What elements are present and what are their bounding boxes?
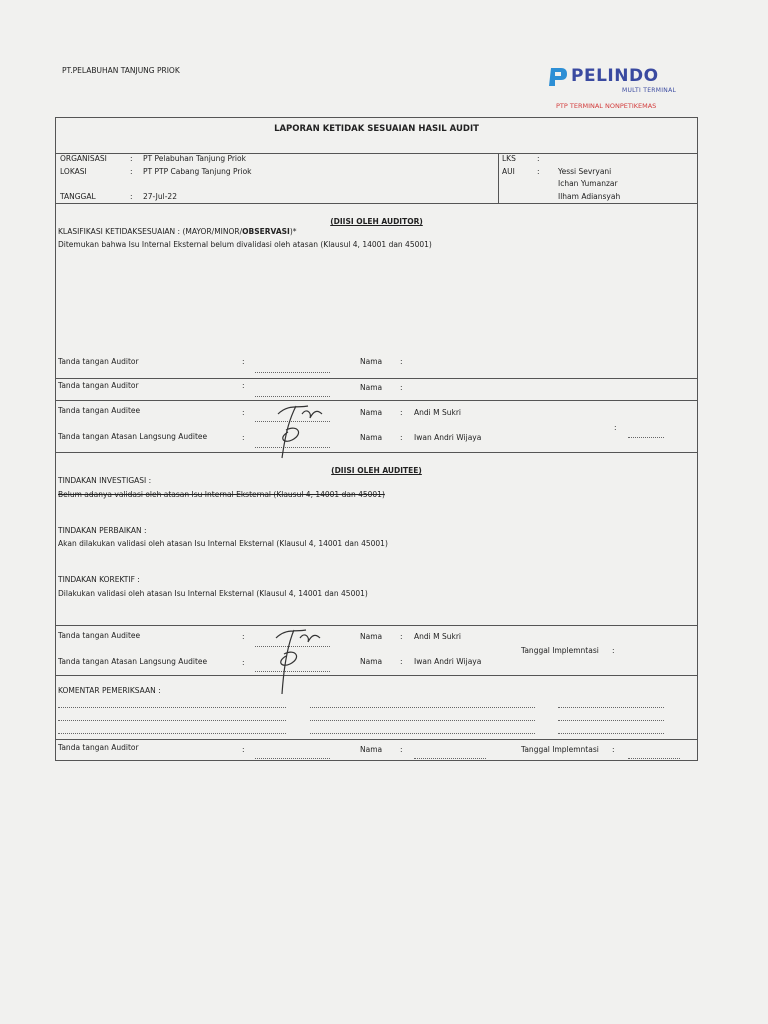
comment-line [310, 707, 535, 708]
divider [55, 675, 698, 676]
lokasi-value: PT PTP Cabang Tanjung Priok [143, 167, 252, 176]
auditee-section-heading: (DIISI OLEH AUDITEE) [331, 466, 422, 475]
auditor-name: Ilham Adiansyah [558, 192, 621, 201]
signature-line [628, 437, 664, 438]
comment-line [558, 733, 664, 734]
comment-line [558, 720, 664, 721]
colon: : [400, 433, 403, 442]
colon: : [400, 632, 403, 641]
sig-auditor-label: Tanda tangan Auditor [58, 357, 139, 366]
comment-line [58, 720, 286, 721]
divider [55, 203, 698, 204]
perbaikan-label: TINDAKAN PERBAIKAN : [58, 526, 147, 535]
colon: : [612, 745, 615, 754]
perbaikan-text: Akan dilakukan validasi oleh atasan Isu Internal Eksternal (Klausul 4, 14001 dan 45001) [58, 539, 388, 548]
auditor-section-heading: (DIISI OLEH AUDITOR) [330, 217, 423, 226]
sig-auditee-label: Tanda tangan Auditee [58, 406, 141, 415]
auditee-name: Andi M Sukri [414, 408, 461, 417]
signature-line [255, 758, 330, 759]
colon: : [242, 632, 245, 641]
sig-atasan-label: Tanda tangan Atasan Langsung Auditee [58, 432, 208, 441]
divider [55, 452, 698, 453]
colon: : [242, 408, 245, 417]
signature-line [628, 758, 680, 759]
colon: : [612, 646, 615, 655]
colon: : [400, 383, 403, 392]
comment-line [58, 707, 286, 708]
divider [55, 739, 698, 740]
org-value: PT Pelabuhan Tanjung Priok [143, 154, 246, 163]
nama-label: Nama [360, 632, 383, 641]
colon: : [614, 423, 617, 432]
logo-name: PELINDO [571, 66, 659, 86]
colon: : [242, 433, 245, 442]
company-name: PT.PELABUHAN TANJUNG PRIOK [62, 66, 180, 75]
signature-line [414, 758, 486, 759]
tanggal-impl-label: Tanggal Implemntasi [521, 646, 599, 655]
aui-label: AUI [502, 167, 515, 176]
divider [55, 625, 698, 626]
divider [55, 378, 698, 379]
colon: : [400, 657, 403, 666]
colon: : [242, 381, 245, 390]
sig-auditor-label: Tanda tangan Auditor [58, 381, 139, 390]
lks-label: LKS [502, 154, 516, 163]
korektif-label: TINDAKAN KOREKTIF : [58, 575, 140, 584]
colon: : [400, 408, 403, 417]
org-label: ORGANISASI [60, 154, 107, 163]
comment-line [58, 733, 286, 734]
comment-line [310, 720, 535, 721]
korektif-text: Dilakukan validasi oleh atasan Isu Internal Eksternal (Klausul 4, 14001 dan 45001) [58, 589, 368, 598]
nama-label: Nama [360, 408, 383, 417]
atasan-name: Iwan Andri Wijaya [414, 657, 482, 666]
pelindo-logo-icon [545, 64, 569, 90]
auditor-name: Ichan Yumanzar [558, 179, 618, 188]
nama-label: Nama [360, 433, 383, 442]
sig-auditee-label: Tanda tangan Auditee [58, 631, 141, 640]
comment-line [310, 733, 535, 734]
nama-label: Nama [360, 383, 383, 392]
comment-line [558, 707, 664, 708]
nama-label: Nama [360, 657, 383, 666]
auditor-name: Yessi Sevryani [558, 167, 612, 176]
colon: : [242, 357, 245, 366]
komentar-label: KOMENTAR PEMERIKSAAN : [58, 686, 161, 695]
klasifikasi: KLASIFIKASI KETIDAKSESUAIAN : (MAYOR/MINOR/OBSERVASI)* [58, 227, 297, 236]
tanggal-impl-label: Tanggal Implemntasi [521, 745, 599, 754]
colon: : [130, 167, 133, 176]
form-title: LAPORAN KETIDAK SESUAIAN HASIL AUDIT [274, 124, 479, 134]
colon: : [242, 745, 245, 754]
signature-icon [266, 624, 326, 696]
logo-subtitle: MULTI TERMINAL [622, 87, 677, 94]
atasan-name: Iwan Andri Wijaya [414, 433, 482, 442]
colon: : [400, 745, 403, 754]
signature-line [255, 396, 330, 397]
colon: : [537, 167, 540, 176]
finding-text: Ditemukan bahwa Isu Internal Eksternal belum divalidasi oleh atasan (Klausul 4, 14001 dan 45001) [58, 240, 432, 249]
colon: : [537, 154, 540, 163]
tanggal-label: TANGGAL [60, 192, 96, 201]
sig-atasan-label: Tanda tangan Atasan Langsung Auditee [58, 657, 208, 666]
signature-icon [268, 400, 328, 462]
divider [498, 153, 499, 203]
logo-unit: PTP TERMINAL NONPETIKEMAS [556, 102, 657, 110]
lokasi-label: LOKASI [60, 167, 87, 176]
colon: : [130, 154, 133, 163]
investigasi-label: TINDAKAN INVESTIGASI : [58, 476, 152, 485]
tanggal-value: 27-Jul-22 [143, 192, 177, 201]
colon: : [242, 658, 245, 667]
colon: : [400, 357, 403, 366]
signature-line [255, 372, 330, 373]
divider [55, 400, 698, 401]
colon: : [130, 192, 133, 201]
auditee-name: Andi M Sukri [414, 632, 461, 641]
nama-label: Nama [360, 357, 383, 366]
nama-label: Nama [360, 745, 383, 754]
investigasi-text: Belum adanya validasi oleh atasan Isu Internal Eksternal (Klausul 4, 14001 dan 45001) [58, 490, 385, 499]
sig-auditor-label: Tanda tangan Auditor [58, 743, 139, 752]
